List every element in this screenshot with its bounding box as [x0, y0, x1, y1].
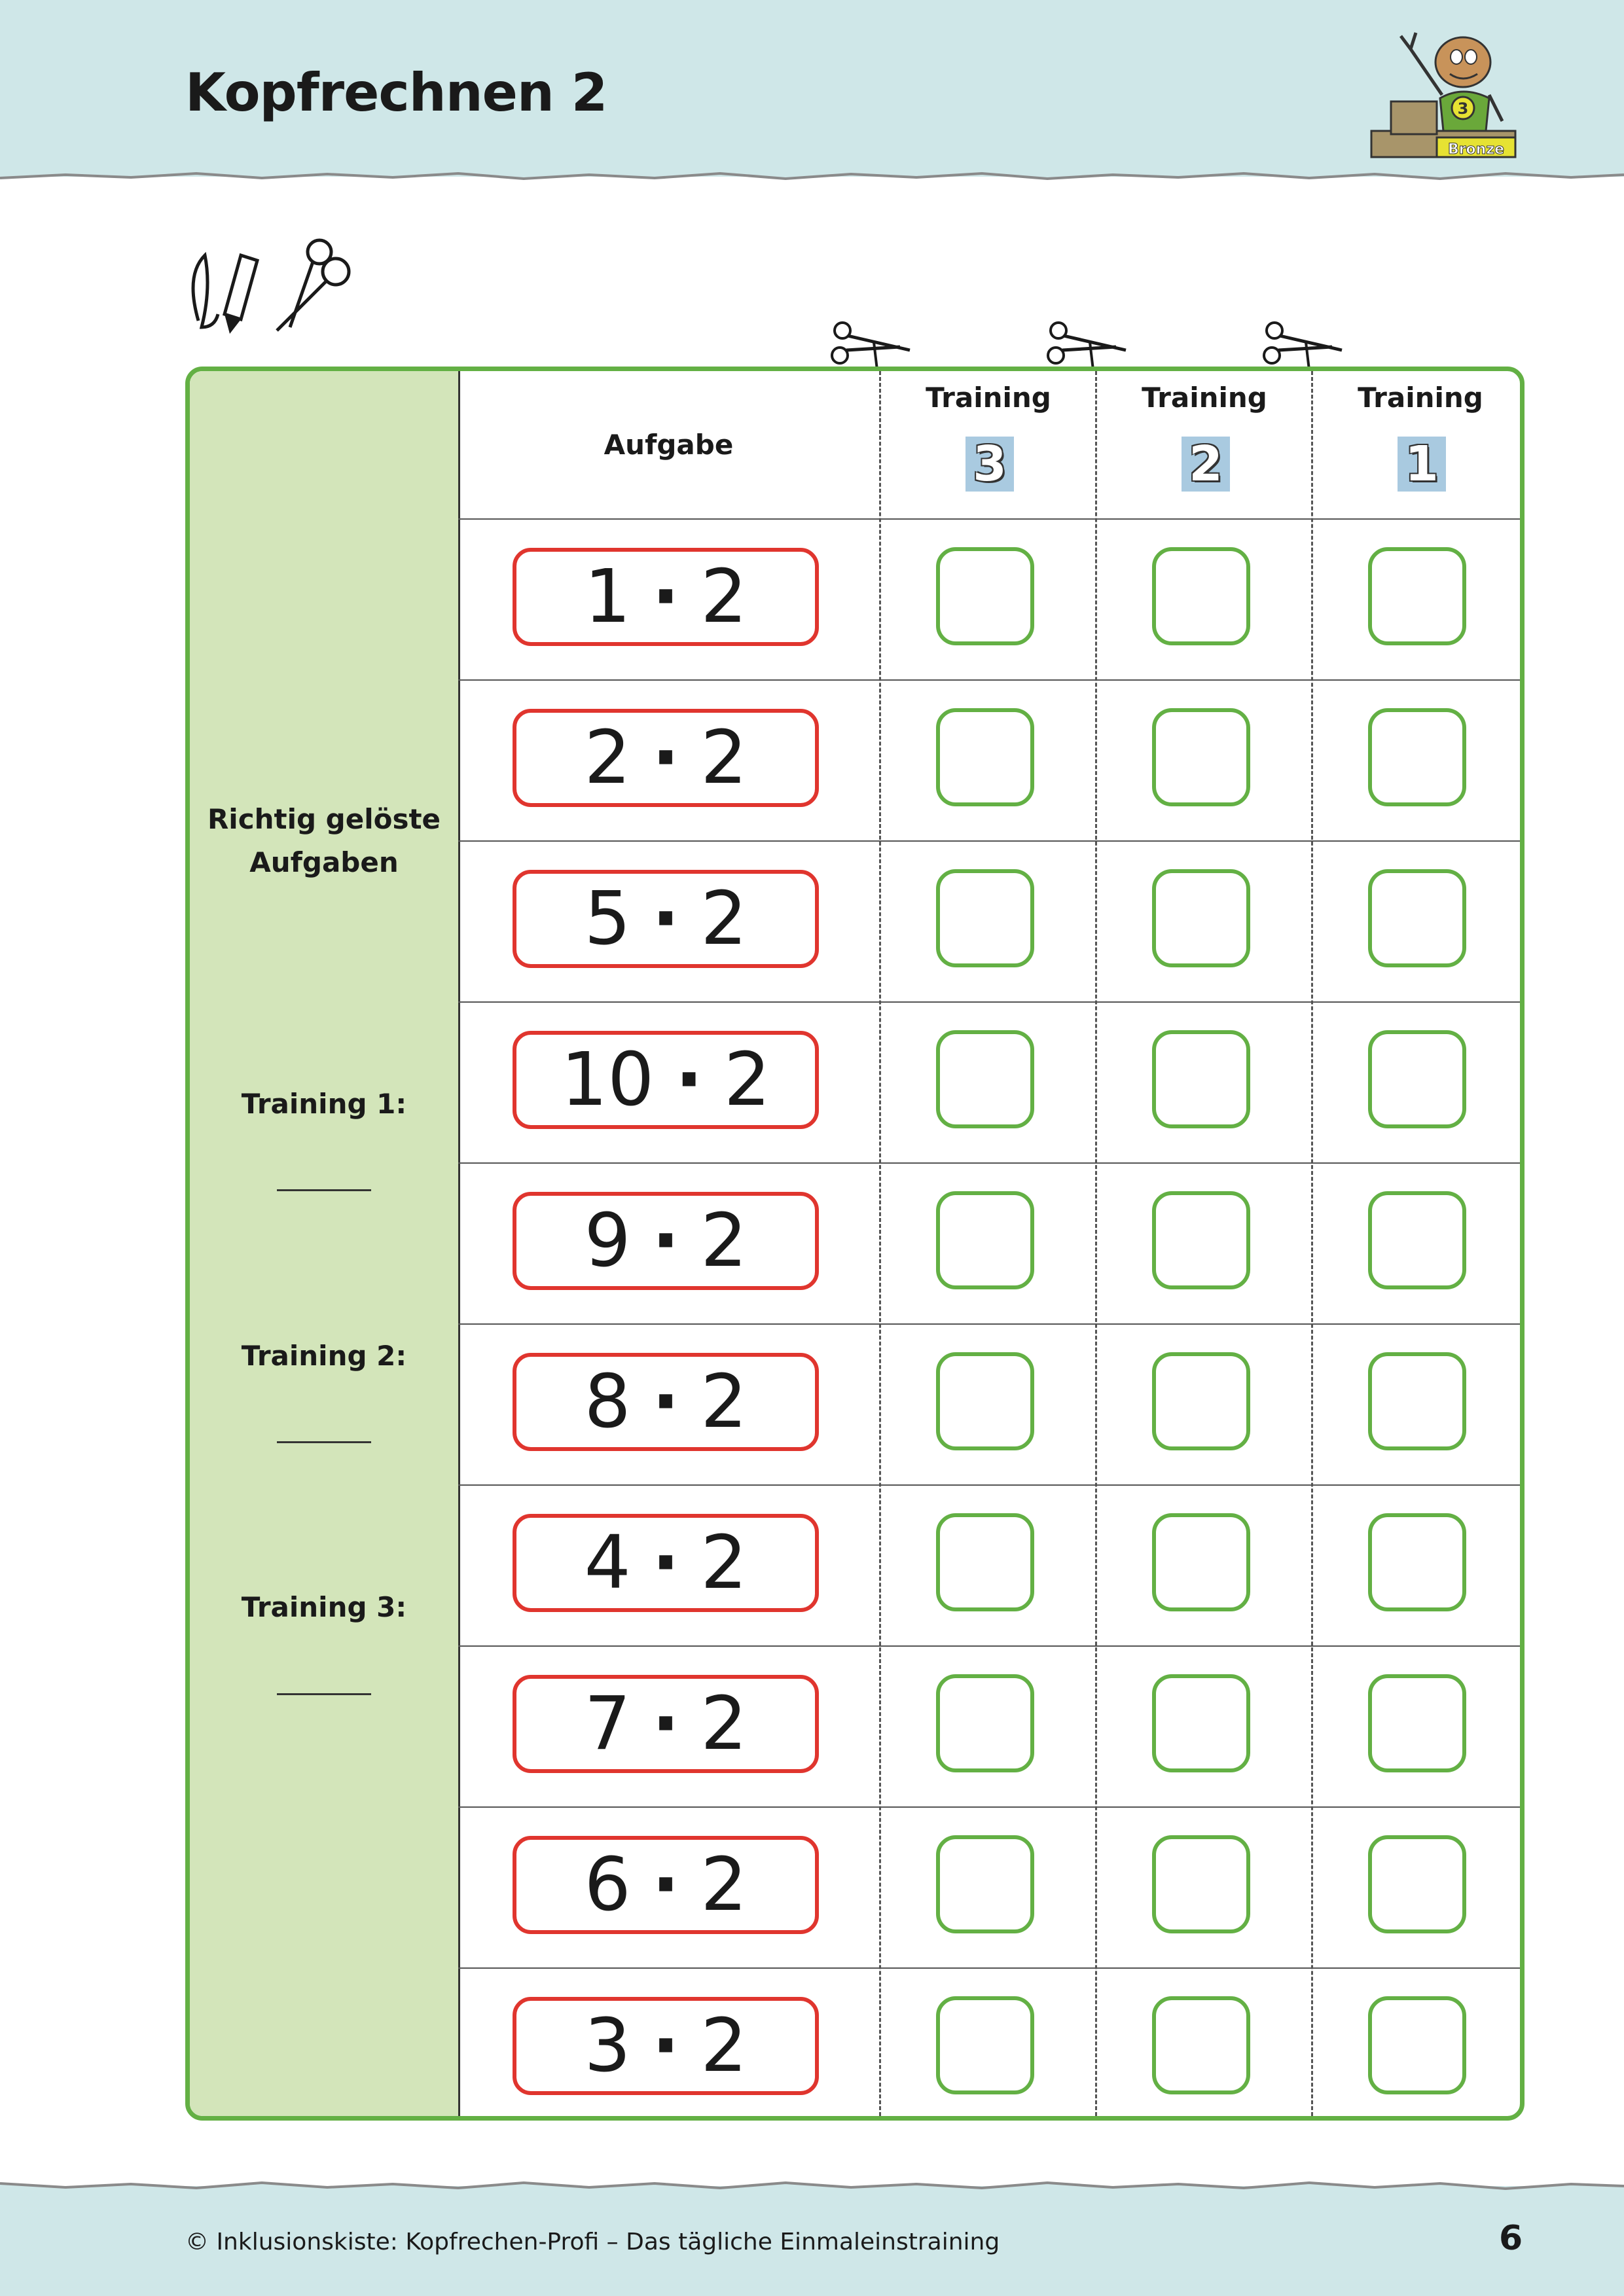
factor-b: 2	[700, 2003, 748, 2089]
task-row	[458, 1001, 1525, 1162]
answer-box-training2[interactable]	[1152, 1835, 1250, 1933]
factor-b: 2	[700, 554, 748, 639]
multiply-operator: ·	[651, 715, 680, 800]
multiply-operator: ·	[651, 1842, 680, 1928]
multiply-operator: ·	[651, 554, 680, 639]
torn-edge-bottom	[0, 2176, 1624, 2196]
pencil-scissors-icon	[185, 236, 369, 340]
training-label: Training	[1142, 382, 1267, 414]
training2-label: Training 2:	[241, 1340, 407, 1372]
task-card	[513, 1514, 819, 1612]
factor-b: 2	[700, 876, 748, 961]
answer-box-training2[interactable]	[1152, 869, 1250, 967]
answer-box-training2[interactable]	[1152, 547, 1250, 645]
task-row	[458, 1162, 1525, 1323]
scissors-icon	[1044, 317, 1136, 370]
task-row	[458, 679, 1525, 840]
factor-b: 2	[723, 1037, 771, 1122]
answer-box-training1[interactable]	[1368, 1191, 1466, 1289]
training-number-badge: 1	[1398, 437, 1446, 492]
task-column-header: Aufgabe	[604, 429, 734, 461]
answer-box-training3[interactable]	[936, 1030, 1034, 1128]
multiply-operator: ·	[651, 2003, 680, 2089]
copyright-text: © Inklusionskiste: Kopfrechen-Profi – Das tägliche Einmaleinstraining	[185, 2229, 1000, 2255]
factor-a: 7	[584, 1681, 631, 1767]
scissors-icon	[828, 317, 920, 370]
factor-a: 1	[584, 554, 631, 639]
task-card	[513, 709, 819, 807]
answer-box-training1[interactable]	[1368, 1996, 1466, 2094]
factor-b: 2	[700, 1359, 748, 1444]
answer-box-training1[interactable]	[1368, 1835, 1466, 1933]
factor-b: 2	[700, 1681, 748, 1767]
answer-box-training1[interactable]	[1368, 708, 1466, 806]
training-number-badge: 2	[1182, 437, 1230, 492]
multiply-operator: ·	[651, 1681, 680, 1767]
task-row	[458, 840, 1525, 1001]
answer-box-training3[interactable]	[936, 1191, 1034, 1289]
mascot-number: 3	[1457, 99, 1469, 118]
answer-box-training3[interactable]	[936, 547, 1034, 645]
answer-box-training2[interactable]	[1152, 1674, 1250, 1772]
task-row	[458, 1484, 1525, 1645]
task-row	[458, 518, 1525, 679]
scissors-icon	[1260, 317, 1352, 370]
bronze-mascot-icon	[1365, 23, 1522, 164]
training2-score-blank[interactable]	[277, 1441, 371, 1443]
answer-box-training2[interactable]	[1152, 1191, 1250, 1289]
answer-box-training1[interactable]	[1368, 1030, 1466, 1128]
training-number-badge: 3	[965, 437, 1014, 492]
training-column-header	[880, 371, 1096, 518]
task-card	[513, 1836, 819, 1934]
answer-box-training3[interactable]	[936, 869, 1034, 967]
answer-box-training1[interactable]	[1368, 1352, 1466, 1450]
task-row	[458, 1806, 1525, 1967]
training1-label: Training 1:	[241, 1088, 407, 1120]
training-column-header	[1096, 371, 1312, 518]
multiply-operator: ·	[651, 1520, 680, 1605]
training-label: Training	[926, 382, 1051, 414]
factor-a: 3	[584, 2003, 631, 2089]
task-card	[513, 1353, 819, 1451]
task-row	[458, 1323, 1525, 1484]
factor-b: 2	[700, 1198, 748, 1283]
factor-b: 2	[700, 715, 748, 800]
factor-b: 2	[700, 1842, 748, 1928]
multiply-operator: ·	[651, 1198, 680, 1283]
answer-box-training3[interactable]	[936, 1513, 1034, 1611]
task-card	[513, 1031, 819, 1129]
task-row	[458, 1645, 1525, 1806]
training3-score-blank[interactable]	[277, 1693, 371, 1695]
answer-box-training2[interactable]	[1152, 1352, 1250, 1450]
answer-box-training3[interactable]	[936, 1674, 1034, 1772]
factor-a: 5	[584, 876, 631, 961]
factor-a: 4	[584, 1520, 631, 1605]
multiply-operator: ·	[651, 1359, 680, 1444]
factor-a: 8	[584, 1359, 631, 1444]
task-card	[513, 548, 819, 646]
answer-box-training3[interactable]	[936, 708, 1034, 806]
factor-a: 2	[584, 715, 631, 800]
score-sidebar	[190, 371, 460, 2116]
training3-label: Training 3:	[241, 1591, 407, 1623]
task-card	[513, 1192, 819, 1290]
answer-box-training2[interactable]	[1152, 1513, 1250, 1611]
training-label: Training	[1358, 382, 1483, 414]
page-number: 6	[1499, 2219, 1523, 2258]
answer-box-training2[interactable]	[1152, 1996, 1250, 2094]
answer-box-training1[interactable]	[1368, 1513, 1466, 1611]
answer-box-training3[interactable]	[936, 1835, 1034, 1933]
multiply-operator: ·	[651, 876, 680, 961]
factor-a: 9	[584, 1198, 631, 1283]
score-title-line1: Richtig gelöste	[207, 803, 441, 835]
answer-box-training2[interactable]	[1152, 708, 1250, 806]
answer-box-training1[interactable]	[1368, 547, 1466, 645]
score-title-line2: Aufgaben	[249, 846, 399, 878]
answer-box-training3[interactable]	[936, 1996, 1034, 2094]
multiply-operator: ·	[675, 1037, 703, 1122]
factor-a: 10	[560, 1037, 655, 1122]
training-table	[185, 367, 1525, 2121]
mascot-label: Bronze	[1447, 141, 1505, 158]
task-row	[458, 1967, 1525, 2121]
page-title: Kopfrechnen 2	[185, 62, 607, 123]
factor-b: 2	[700, 1520, 748, 1605]
task-card	[513, 1997, 819, 2095]
answer-box-training1[interactable]	[1368, 1674, 1466, 1772]
answer-box-training1[interactable]	[1368, 869, 1466, 967]
task-card	[513, 870, 819, 968]
training1-score-blank[interactable]	[277, 1189, 371, 1191]
answer-box-training3[interactable]	[936, 1352, 1034, 1450]
torn-edge-top	[0, 167, 1624, 187]
factor-a: 6	[584, 1842, 631, 1928]
task-card	[513, 1675, 819, 1773]
training-column-header	[1312, 371, 1525, 518]
answer-box-training2[interactable]	[1152, 1030, 1250, 1128]
